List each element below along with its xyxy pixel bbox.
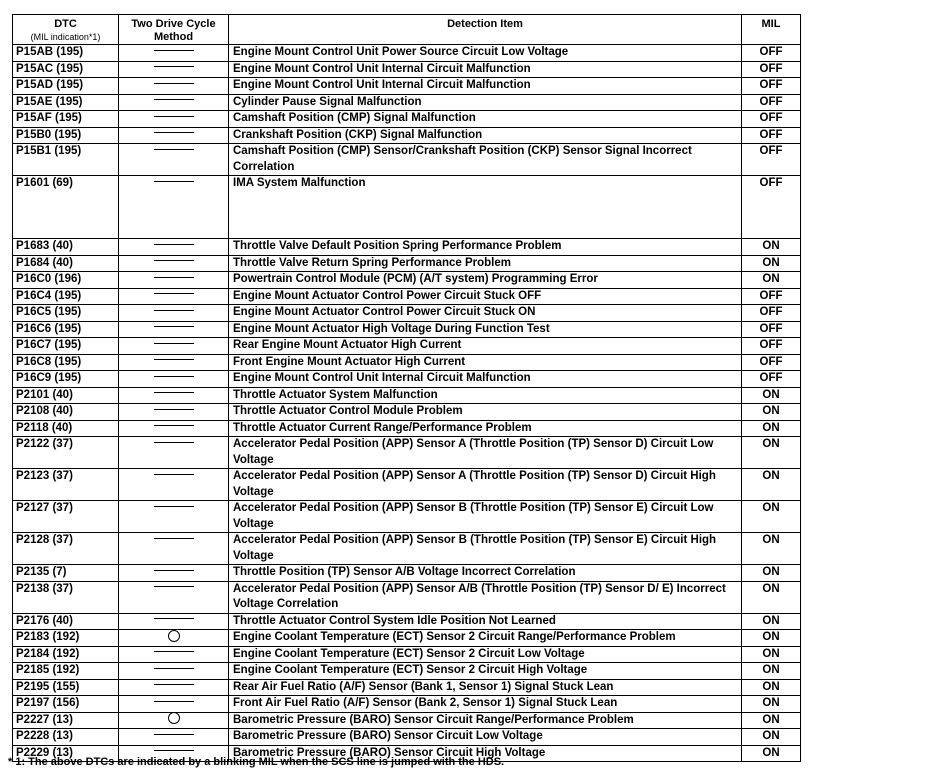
detection-item-cell: Throttle Valve Default Position Spring Performance Problem xyxy=(229,239,742,256)
detection-item-cell: Front Engine Mount Actuator High Current xyxy=(229,354,742,371)
method-cell xyxy=(119,45,229,62)
detection-item-cell: Camshaft Position (CMP) Sensor/Crankshaft Position (CKP) Sensor Signal Incorrect Correlation xyxy=(229,144,742,176)
header-dtc xyxy=(13,15,119,45)
dash-mark-icon xyxy=(154,538,194,539)
method-cell xyxy=(119,176,229,239)
mil-status-cell: OFF xyxy=(742,127,801,144)
mil-status-cell: ON xyxy=(742,663,801,680)
detection-item-cell: Front Air Fuel Ratio (A/F) Sensor (Bank 2, Sensor 1) Signal Stuck Lean xyxy=(229,696,742,713)
table-row xyxy=(13,94,801,111)
method-cell xyxy=(119,239,229,256)
dtc-code-cell: P2108 (40) xyxy=(13,404,119,421)
table-row xyxy=(13,61,801,78)
dtc-code-cell: P2184 (192) xyxy=(13,646,119,663)
dtc-code-cell: P16C6 (195) xyxy=(13,321,119,338)
dtc-code-cell: P1683 (40) xyxy=(13,239,119,256)
dash-mark-icon xyxy=(154,310,194,311)
dash-mark-icon xyxy=(154,293,194,294)
dtc-code-cell: P2128 (37) xyxy=(13,533,119,565)
table-row xyxy=(13,679,801,696)
table-row xyxy=(13,533,801,565)
table-row xyxy=(13,712,801,729)
dtc-code-cell: P2122 (37) xyxy=(13,437,119,469)
dash-mark-icon xyxy=(154,66,194,67)
dash-mark-icon xyxy=(154,750,194,751)
dtc-code-cell: P15AE (195) xyxy=(13,94,119,111)
detection-item-cell: Powertrain Control Module (PCM) (A/T system) Programming Error xyxy=(229,272,742,289)
dtc-code-cell: P2227 (13) xyxy=(13,712,119,729)
method-cell xyxy=(119,61,229,78)
header-dtc-label: DTC xyxy=(54,18,77,30)
table-row xyxy=(13,729,801,746)
detection-item-cell: Engine Mount Control Unit Power Source Circuit Low Voltage xyxy=(229,45,742,62)
method-cell xyxy=(119,127,229,144)
dash-mark-icon xyxy=(154,684,194,685)
dash-mark-icon xyxy=(154,409,194,410)
dtc-code-cell: P15AC (195) xyxy=(13,61,119,78)
mil-status-cell: OFF xyxy=(742,61,801,78)
method-cell xyxy=(119,613,229,630)
dash-mark-icon xyxy=(154,570,194,571)
mil-status-cell: ON xyxy=(742,613,801,630)
dtc-code-cell: P2123 (37) xyxy=(13,469,119,501)
mil-status-cell: OFF xyxy=(742,288,801,305)
table-row xyxy=(13,288,801,305)
header-method: Two Drive Cycle Method xyxy=(119,15,229,45)
detection-item-cell: Rear Air Fuel Ratio (A/F) Sensor (Bank 1, Sensor 1) Signal Stuck Lean xyxy=(229,679,742,696)
dtc-code-cell: P2127 (37) xyxy=(13,501,119,533)
footnote: * 1: The above DTCs are indicated by a blinking MIL when the SCS line is jumped with the HDS. xyxy=(8,756,505,768)
table-row xyxy=(13,176,801,239)
dtc-code-cell: P2185 (192) xyxy=(13,663,119,680)
detection-item-cell: Camshaft Position (CMP) Signal Malfunction xyxy=(229,111,742,128)
detection-item-cell: Barometric Pressure (BARO) Sensor Circuit High Voltage xyxy=(229,745,742,762)
dash-mark-icon xyxy=(154,359,194,360)
dash-mark-icon xyxy=(154,618,194,619)
detection-item-cell: Accelerator Pedal Position (APP) Sensor B (Throttle Position (TP) Sensor E) Circuit High Voltage xyxy=(229,533,742,565)
dtc-code-cell: P2118 (40) xyxy=(13,420,119,437)
dash-mark-icon xyxy=(154,425,194,426)
dtc-code-cell: P15AB (195) xyxy=(13,45,119,62)
mil-status-cell: ON xyxy=(742,387,801,404)
dtc-code-cell: P2138 (37) xyxy=(13,581,119,613)
detection-item-cell: Crankshaft Position (CKP) Signal Malfunction xyxy=(229,127,742,144)
mil-status-cell: OFF xyxy=(742,354,801,371)
method-cell xyxy=(119,696,229,713)
method-cell xyxy=(119,255,229,272)
dash-mark-icon xyxy=(154,506,194,507)
method-cell xyxy=(119,272,229,289)
dtc-code-cell: P16C0 (196) xyxy=(13,272,119,289)
mil-status-cell: ON xyxy=(742,404,801,421)
dtc-code-cell: P2101 (40) xyxy=(13,387,119,404)
method-cell xyxy=(119,420,229,437)
dash-mark-icon xyxy=(154,50,194,51)
table-row xyxy=(13,45,801,62)
mil-status-cell: OFF xyxy=(742,176,801,239)
method-cell xyxy=(119,565,229,582)
table-row xyxy=(13,565,801,582)
method-cell xyxy=(119,404,229,421)
table-row xyxy=(13,371,801,388)
dash-mark-icon xyxy=(154,116,194,117)
detection-item-cell: Accelerator Pedal Position (APP) Sensor A/B (Throttle Position (TP) Sensor D/ E) Incorrect Voltage Correlation xyxy=(229,581,742,613)
mil-status-cell: ON xyxy=(742,581,801,613)
dash-mark-icon xyxy=(154,99,194,100)
table-row xyxy=(13,501,801,533)
dtc-code-cell: P2135 (7) xyxy=(13,565,119,582)
detection-item-cell: Accelerator Pedal Position (APP) Sensor B (Throttle Position (TP) Sensor E) Circuit Low Voltage xyxy=(229,501,742,533)
header-dtc-sub: (MIL indication*1) xyxy=(30,32,101,42)
detection-item-cell: Accelerator Pedal Position (APP) Sensor A (Throttle Position (TP) Sensor D) Circuit Low Voltage xyxy=(229,437,742,469)
dash-mark-icon xyxy=(154,260,194,261)
table-row xyxy=(13,696,801,713)
detection-item-cell: Throttle Position (TP) Sensor A/B Voltage Incorrect Correlation xyxy=(229,565,742,582)
mil-status-cell: OFF xyxy=(742,111,801,128)
table-row xyxy=(13,127,801,144)
method-cell xyxy=(119,144,229,176)
mil-status-cell: ON xyxy=(742,469,801,501)
mil-status-cell: OFF xyxy=(742,45,801,62)
dash-mark-icon xyxy=(154,244,194,245)
mil-status-cell: OFF xyxy=(742,338,801,355)
detection-item-cell: Engine Coolant Temperature (ECT) Sensor 2 Circuit Range/Performance Problem xyxy=(229,630,742,647)
dash-mark-icon xyxy=(154,442,194,443)
dtc-code-cell: P16C9 (195) xyxy=(13,371,119,388)
dash-mark-icon xyxy=(154,668,194,669)
dtc-code-cell: P2197 (156) xyxy=(13,696,119,713)
detection-item-cell: Barometric Pressure (BARO) Sensor Circuit Low Voltage xyxy=(229,729,742,746)
mil-status-cell: OFF xyxy=(742,321,801,338)
dtc-code-cell: P2183 (192) xyxy=(13,630,119,647)
mil-status-cell: ON xyxy=(742,630,801,647)
dash-mark-icon xyxy=(154,132,194,133)
table-row xyxy=(13,239,801,256)
table-row xyxy=(13,305,801,322)
dtc-code-cell: P1601 (69) xyxy=(13,176,119,239)
detection-item-cell: Engine Mount Control Unit Internal Circuit Malfunction xyxy=(229,61,742,78)
method-cell xyxy=(119,469,229,501)
detection-item-cell: IMA System Malfunction xyxy=(229,176,742,239)
detection-item-cell: Throttle Valve Return Spring Performance Problem xyxy=(229,255,742,272)
mil-status-cell: ON xyxy=(742,255,801,272)
method-cell xyxy=(119,501,229,533)
mil-status-cell: ON xyxy=(742,272,801,289)
table-row xyxy=(13,420,801,437)
mil-status-cell: ON xyxy=(742,646,801,663)
dash-mark-icon xyxy=(154,326,194,327)
table-row xyxy=(13,630,801,647)
mil-status-cell: ON xyxy=(742,729,801,746)
circle-mark-icon xyxy=(168,712,180,724)
mil-status-cell: ON xyxy=(742,712,801,729)
mil-status-cell: OFF xyxy=(742,78,801,95)
method-cell xyxy=(119,437,229,469)
detection-item-cell: Throttle Actuator Current Range/Performance Problem xyxy=(229,420,742,437)
mil-status-cell: OFF xyxy=(742,371,801,388)
method-cell xyxy=(119,288,229,305)
table-row xyxy=(13,437,801,469)
method-cell xyxy=(119,338,229,355)
detection-item-cell: Barometric Pressure (BARO) Sensor Circuit Range/Performance Problem xyxy=(229,712,742,729)
table-row xyxy=(13,663,801,680)
dtc-code-cell: P2195 (155) xyxy=(13,679,119,696)
mil-status-cell: OFF xyxy=(742,94,801,111)
table-row xyxy=(13,404,801,421)
dash-mark-icon xyxy=(154,376,194,377)
method-cell xyxy=(119,321,229,338)
table-row xyxy=(13,581,801,613)
detection-item-cell: Engine Mount Actuator High Voltage During Function Test xyxy=(229,321,742,338)
dtc-code-cell: P15AF (195) xyxy=(13,111,119,128)
method-cell xyxy=(119,646,229,663)
dtc-code-cell: P15B1 (195) xyxy=(13,144,119,176)
header-mil: MIL xyxy=(742,15,801,45)
detection-item-cell: Cylinder Pause Signal Malfunction xyxy=(229,94,742,111)
mil-status-cell: ON xyxy=(742,745,801,762)
table-row xyxy=(13,78,801,95)
dash-mark-icon xyxy=(154,83,194,84)
mil-status-cell: ON xyxy=(742,437,801,469)
dtc-code-cell: P16C8 (195) xyxy=(13,354,119,371)
dtc-code-cell: P1684 (40) xyxy=(13,255,119,272)
detection-item-cell: Accelerator Pedal Position (APP) Sensor A (Throttle Position (TP) Sensor D) Circuit High Voltage xyxy=(229,469,742,501)
dash-mark-icon xyxy=(154,181,194,182)
method-cell xyxy=(119,581,229,613)
mil-status-cell: ON xyxy=(742,420,801,437)
detection-item-cell: Engine Coolant Temperature (ECT) Sensor 2 Circuit Low Voltage xyxy=(229,646,742,663)
dash-mark-icon xyxy=(154,392,194,393)
circle-mark-icon xyxy=(168,630,180,642)
dash-mark-icon xyxy=(154,701,194,702)
detection-item-cell: Engine Mount Actuator Control Power Circuit Stuck OFF xyxy=(229,288,742,305)
dash-mark-icon xyxy=(154,734,194,735)
table-row xyxy=(13,255,801,272)
method-cell xyxy=(119,354,229,371)
method-cell xyxy=(119,729,229,746)
table-row xyxy=(13,387,801,404)
method-cell xyxy=(119,679,229,696)
mil-status-cell: ON xyxy=(742,679,801,696)
detection-item-cell: Engine Coolant Temperature (ECT) Sensor 2 Circuit High Voltage xyxy=(229,663,742,680)
dash-mark-icon xyxy=(154,586,194,587)
method-cell xyxy=(119,663,229,680)
method-cell xyxy=(119,111,229,128)
detection-item-cell: Rear Engine Mount Actuator High Current xyxy=(229,338,742,355)
dash-mark-icon xyxy=(154,474,194,475)
table-row xyxy=(13,646,801,663)
dtc-code-cell: P2176 (40) xyxy=(13,613,119,630)
table-header-row xyxy=(13,15,801,45)
detection-item-cell: Throttle Actuator System Malfunction xyxy=(229,387,742,404)
dash-mark-icon xyxy=(154,149,194,150)
dtc-code-cell: P16C4 (195) xyxy=(13,288,119,305)
table-row xyxy=(13,613,801,630)
mil-status-cell: OFF xyxy=(742,144,801,176)
dtc-code-cell: P2228 (13) xyxy=(13,729,119,746)
dtc-code-cell: P15B0 (195) xyxy=(13,127,119,144)
detection-item-cell: Throttle Actuator Control System Idle Position Not Learned xyxy=(229,613,742,630)
dash-mark-icon xyxy=(154,651,194,652)
dtc-code-cell: P15AD (195) xyxy=(13,78,119,95)
mil-status-cell: ON xyxy=(742,533,801,565)
method-cell xyxy=(119,533,229,565)
mil-status-cell: ON xyxy=(742,501,801,533)
header-detection-item: Detection Item xyxy=(229,15,742,45)
mil-status-cell: OFF xyxy=(742,305,801,322)
table-row xyxy=(13,469,801,501)
dtc-code-cell: P16C7 (195) xyxy=(13,338,119,355)
dtc-table xyxy=(12,14,801,762)
method-cell xyxy=(119,78,229,95)
mil-status-cell: ON xyxy=(742,565,801,582)
method-cell xyxy=(119,630,229,647)
mil-status-cell: ON xyxy=(742,239,801,256)
table-row xyxy=(13,144,801,176)
dash-mark-icon xyxy=(154,277,194,278)
table-row xyxy=(13,338,801,355)
mil-status-cell: ON xyxy=(742,696,801,713)
dtc-table-sheet xyxy=(12,14,800,762)
detection-item-cell: Engine Mount Control Unit Internal Circuit Malfunction xyxy=(229,371,742,388)
detection-item-cell: Throttle Actuator Control Module Problem xyxy=(229,404,742,421)
table-body xyxy=(13,45,801,762)
dash-mark-icon xyxy=(154,343,194,344)
method-cell xyxy=(119,94,229,111)
method-cell xyxy=(119,387,229,404)
detection-item-cell: Engine Mount Control Unit Internal Circuit Malfunction xyxy=(229,78,742,95)
table-row xyxy=(13,111,801,128)
table-row xyxy=(13,354,801,371)
detection-item-cell: Engine Mount Actuator Control Power Circuit Stuck ON xyxy=(229,305,742,322)
method-cell xyxy=(119,305,229,322)
dtc-code-cell: P16C5 (195) xyxy=(13,305,119,322)
table-row xyxy=(13,321,801,338)
method-cell xyxy=(119,712,229,729)
method-cell xyxy=(119,371,229,388)
dtc-code-cell: P2229 (13) xyxy=(13,745,119,762)
table-row xyxy=(13,272,801,289)
